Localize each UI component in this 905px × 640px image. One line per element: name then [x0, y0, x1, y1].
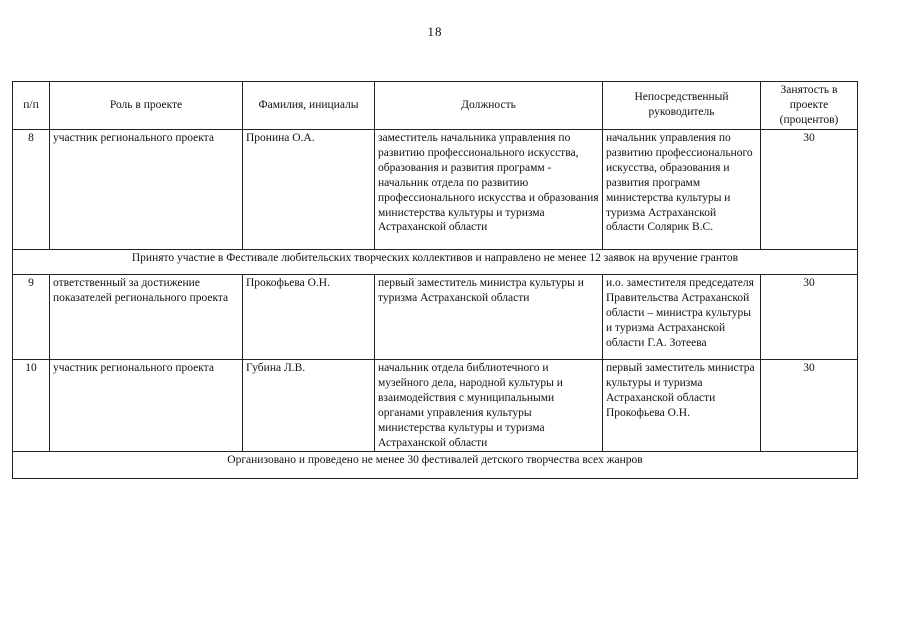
cell-num: 10 — [13, 359, 50, 452]
cell-employment: 30 — [761, 274, 858, 359]
header-supervisor: Непосредственный руководитель — [603, 82, 761, 130]
header-employment: Занятость в проекте (процентов) — [761, 82, 858, 130]
table-row — [13, 274, 858, 359]
project-team-table — [12, 81, 858, 479]
cell-supervisor: и.о. заместителя председателя Правительства Астраханской области – министра культуры и туризма Астраханской области Г.А. Зотеева — [603, 274, 761, 359]
page-number: 18 — [427, 24, 443, 39]
table-row — [13, 129, 858, 249]
cell-role: ответственный за достижение показателей регионального проекта — [50, 274, 243, 359]
table-row — [13, 359, 858, 452]
cell-employment: 30 — [761, 129, 858, 249]
cell-employment: 30 — [761, 359, 858, 452]
table-note-row — [13, 452, 858, 479]
cell-name: Губина Л.В. — [243, 359, 375, 452]
cell-role: участник регионального проекта — [50, 359, 243, 452]
cell-num: 9 — [13, 274, 50, 359]
header-name: Фамилия, инициалы — [243, 82, 375, 130]
header-num: п/п — [13, 82, 50, 130]
table-header-row — [13, 82, 858, 130]
cell-position: первый заместитель министра культуры и туризма Астраханской области — [375, 274, 603, 359]
cell-num: 8 — [13, 129, 50, 249]
cell-name: Пронина О.А. — [243, 129, 375, 249]
cell-supervisor: первый заместитель министра культуры и туризма Астраханской области Прокофьева О.Н. — [603, 359, 761, 452]
cell-name: Прокофьева О.Н. — [243, 274, 375, 359]
cell-supervisor: начальник управления по развитию профессионального искусства, образования и развития программ министерства культуры и туризма Астраханской области Солярик В.С. — [603, 129, 761, 249]
cell-position: заместитель начальника управления по развитию профессионального искусства, образования и развития программ - начальник отдела по развитию профессионального искусства и образования министерства культуры и туризма Астраханской области — [375, 129, 603, 249]
cell-role: участник регионального проекта — [50, 129, 243, 249]
note-text: Принято участие в Фестивале любительских творческих коллективов и направлено не менее 12 заявок на вручение грантов — [13, 249, 858, 274]
header-role: Роль в проекте — [50, 82, 243, 130]
note-text: Организовано и проведено не менее 30 фестивалей детского творчества всех жанров — [13, 452, 858, 479]
cell-position: начальник отдела библиотечного и музейного дела, народной культуры и взаимодействия с муниципальными органами управления культуры министерства культуры и туризма Астраханской области — [375, 359, 603, 452]
table-note-row — [13, 249, 858, 274]
header-position: Должность — [375, 82, 603, 130]
